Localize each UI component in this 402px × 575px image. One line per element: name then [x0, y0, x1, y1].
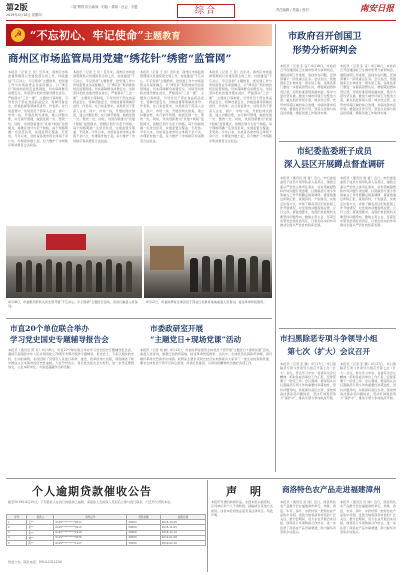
table-cell: 50000 [127, 525, 160, 530]
lead-body-col2: 本报讯（记者 王 佳）近年来，商州区市场监督管理局以党建统领全局工作，持续推进“不忘初心、牢记使命”主题教育，把党建工作与市场监管业务深度融合，以“绣花针”般的细致织密监管网络，切实保障群众消费安全。该局坚持把政治建设摆在首位，严格落实“三会一课”、主题党日等制度，引导党员干部在食品药品安全、特种设备安全、价格监督等领域亮身份、作表率。在日常监管中，该局党员干部深入企业、商户、市场一线，开展拉网式排查，建立问题台账，实行销号管理，做到发现一处、整改一处。同时，该局创新推出“党建+网格”监管模式，将辖区划分为若干网格，每个网格明确一名党员负责，实现监管全覆盖、无死角。今年以来，共检查各类市场主体两千余户次，办理案件数十起，有力维护了市场秩序和消费者合法权益。 [73, 70, 135, 143]
table-cell: 1 [7, 520, 27, 525]
column-header: 逾期日期 [160, 515, 205, 520]
agri-headline: 商洛特色农产品走进福建漳州 [282, 485, 381, 494]
table-cell: 6125**********0012 [54, 520, 127, 525]
table-cell: 6125**********0536 [54, 535, 127, 540]
table-cell: 20000 [127, 530, 160, 535]
photo-oath-ceremony [6, 226, 142, 298]
lead-headline: 商州区市场监管局用党建“绣花针”绣密“监管网” [8, 53, 232, 65]
agri-body-col2: 本报讯（通讯员 吴 刚）近日，商洛特色农产品推介会在福建漳州举行，核桃、香菇、木耳、茶叶、中药材等一批特色农产品集中亮相，受到当地客商和市民的广泛关注。推介会期间，双方企业开展洽谈对接，现场签订多项购销合作协议，进一步拓宽了商洛农产品外销渠道，助力脱贫攻坚和乡村振兴。 [340, 500, 396, 535]
study-headline: 市直20个单位联合举办 学习党史国史专题辅导报告会 [10, 324, 109, 344]
table-cell: 李** [27, 525, 54, 530]
loan-notice-intro: 截至2019年4月15日，下列借款人在我行的借款已逾期，请借款人及担保人见报后立即与我行联系，归还所欠贷款本息。 [8, 500, 174, 504]
table-cell: 4 [7, 535, 27, 540]
table-cell: 2019-01-08 [160, 535, 205, 540]
discipline-body-col2: 本报讯（通讯员 周 蕾）近日，市纪委监委班子成员分别带队深入各县区，围绕全面从严治党主体责任落实、扶贫领域腐败和作风问题专项治理、扫黑除恶专项斗争等重点工作开展蹲点督查调研。督查组通过听取汇报、查阅资料、个别谈话、实地走访等方式，详细了解各县区纪检监察工作开展情况，对发现的问题现场反馈、立行立改。督查组要求，各级纪检监察机关要坚持问题导向，聚焦主责主业，压紧压实管党治党政治责任，以更加务实的作风推动全面从严治党向纵深发展。 [340, 176, 396, 228]
loan-notice-footer: 特此公告。联系电话：0914-2311234 [8, 560, 62, 564]
table-cell: 30000 [127, 520, 160, 525]
table-cell: 5 [7, 540, 27, 545]
table-cell: 2018-12-12 [160, 530, 205, 535]
gov-headline: 市政府召开创国卫 形势分析研判会 [288, 31, 362, 56]
table-cell: 2019-02-16 [160, 540, 205, 545]
party-day-body: 本报讯（记者 刘 晓）4月12日，市委政研室组织全体党员干部开展“主题党日+现场党课”活动，重温入党誓词，参观红色教育基地，接受革命传统教育。活动中，全体党员认真聆听讲解，深切缅怀革命先烈的丰功伟绩。政研室主要负责同志结合实地参观为大家讲了一堂生动的现场党课，要求全体党员干部牢记初心使命，传承红色基因，以昂扬的精神状态做好各项工作。 [140, 348, 272, 365]
divider-jiwei [279, 328, 396, 329]
gov-body-col2: 本报讯（记者 张 莹）4月16日，市政府召开创建国家卫生城市形势分析研判会，通报前期工作进展，查找存在问题，安排部署下一阶段重点任务。会议指出，创建国家卫生城市是一项系统工程，各级各部门要进一步提高思想认识，增强紧迫感和责任感，对照标准逐项查漏补缺，集中力量攻坚克难。要加大城市环境卫生整治力度，重点抓好背街小巷、城乡结合部、农贸市场等区域的综合治理，持续改善市容市貌。要强化宣传引导，营造全民参与的良好氛围，确保创建工作取得实效。 [340, 64, 396, 116]
page-number: 第2版 [6, 3, 28, 12]
table-cell: 2018-10-20 [160, 520, 205, 525]
anti-crime-headline: 市扫黑除恶专项斗争领导小组 第七次（扩大）会议召开 [280, 334, 378, 356]
theme-banner [6, 24, 272, 46]
table-cell: 6125**********3415 [54, 525, 127, 530]
divider-notice-vertical [207, 480, 208, 572]
divider-gov [279, 141, 396, 142]
masthead-logo: 南安日报 [359, 4, 394, 14]
column-divider [275, 24, 276, 472]
banner-title [30, 27, 181, 43]
table-cell: 2018-11-05 [160, 525, 205, 530]
divider-above-notices [6, 478, 396, 479]
header-nav: 二版·网络·综合新闻 · 时政 · 要闻 · 社会 · 专题 [70, 5, 138, 9]
divider-under-photos [6, 318, 272, 319]
discipline-headline: 市纪委监委班子成员 深入县区开展蹲点督查调研 [284, 146, 385, 169]
lead-body-col3: 本报讯（记者 王 佳）近年来，商州区市场监督管理局以党建统领全局工作，持续推进“不忘初心、牢记使命”主题教育，把党建工作与市场监管业务深度融合，以“绣花针”般的细致织密监管网络，切实保障群众消费安全。该局坚持把政治建设摆在首位，严格落实“三会一课”、主题党日等制度，引导党员干部在食品药品安全、特种设备安全、价格监督等领域亮身份、作表率。在日常监管中，该局党员干部深入企业、商户、市场一线，开展拉网式排查，建立问题台账，实行销号管理，做到发现一处、整改一处。同时，该局创新推出“党建+网格”监管模式，将辖区划分为若干网格，每个网格明确一名党员负责，实现监管全覆盖、无死角。今年以来，共检查各类市场主体两千余户次，办理案件数十起，有力维护了市场秩序和消费者合法权益。 [140, 70, 204, 143]
editors-line: 责任编辑 / 美编 / 校对 [276, 8, 309, 12]
table-cell: 刘** [27, 535, 54, 540]
photo-red-base-visit [144, 226, 272, 298]
anti-crime-body-col2: 本报讯（记者 张 鹏）4月17日，市扫黑除恶专项斗争领导小组召开第七次（扩大）会议，传达学习中央、省委有关会议精神，听取各成员单位工作汇报，安排部署下一阶段工作。会议强调，要深刻认识扫黑除恶专项斗争的重要性和紧迫性，坚持问题导向，持续保持高压态势，深挖彻查涉黑涉恶问题线索，坚决打掉黑恶势力“保护伞”，推动专项斗争向纵深开展。 [340, 362, 396, 401]
lead-body-col4: 本报讯（记者 王 佳）近年来，商州区市场监督管理局以党建统领全局工作，持续推进“不忘初心、牢记使命”主题教育，把党建工作与市场监管业务深度融合，以“绣花针”般的细致织密监管网络，切实保障群众消费安全。该局坚持把政治建设摆在首位，严格落实“三会一课”、主题党日等制度，引导党员干部在食品药品安全、特种设备安全、价格监督等领域亮身份、作表率。在日常监管中，该局党员干部深入企业、商户、市场一线，开展拉网式排查，建立问题台账，实行销号管理，做到发现一处、整改一处。同时，该局创新推出“党建+网格”监管模式，将辖区划分为若干网格，每个网格明确一名党员负责，实现监管全覆盖、无死角。今年以来，共检查各类市场主体两千余户次，办理案件数十起，有力维护了市场秩序和消费者合法权益。 [209, 70, 272, 143]
study-body: 本报讯（通讯员 陈 亮）4月16日，市直20个单位联合举办学习党史国史专题辅导报告会，邀请专家围绕中华人民共和国成立70周年光辉历程作专题辅导。报告会上，专家以翔实的史料、生动的事例，系统回顾了党领导人民进行革命、建设、改革的伟大历程，深刻阐述了新中国成立以来取得的历史性成就。大家纷纷表示，将以此次报告会为契机，进一步坚定理想信念，立足本职岗位，为追赶超越作出新贡献。 [8, 348, 134, 370]
discipline-body-col1: 本报讯（通讯员 周 蕾）近日，市纪委监委班子成员分别带队深入各县区，围绕全面从严治党主体责任落实、扶贫领域腐败和作风问题专项治理、扫黑除恶专项斗争等重点工作开展蹲点督查调研。督查组通过听取汇报、查阅资料、个别谈话、实地走访等方式，详细了解各县区纪检监察工作开展情况，对发现的问题现场反馈、立行立改。督查组要求，各级纪检监察机关要坚持问题导向，聚焦主责主业，压紧压实管党治党政治责任，以更加务实的作风推动全面从严治党向纵深发展。 [280, 176, 336, 228]
banner-suffix: 主题教育 [143, 32, 181, 42]
statement-body: 本报所刊登的新闻作品，未经本报书面授权，任何单位和个人不得转载、摘编或以其他方式使用。违者本报将依法追究其法律责任。特此声明。 [211, 500, 273, 517]
photo2-caption: 4月12日，市委政研室全体党员干部在红色教育基地重温入党誓词，接受革命传统教育。 [146, 300, 267, 304]
party-emblem-icon: ☭ [11, 28, 25, 42]
table-cell: 35000 [127, 540, 160, 545]
table-row [7, 540, 206, 545]
column-header: 借款人 [27, 515, 54, 520]
header-rule [6, 20, 396, 21]
photo1-caption: 4月16日，市委组织部机关党支部开展“不忘初心、牢记使命”主题党日活动，党员们重温入党誓词。 [8, 300, 138, 309]
column-header: 贷款余额 [127, 515, 160, 520]
section-tag: 综合 [177, 4, 235, 18]
agri-body-col1: 本报讯（通讯员 吴 刚）近日，商洛特色农产品推介会在福建漳州举行，核桃、香菇、木耳、茶叶、中药材等一批特色农产品集中亮相，受到当地客商和市民的广泛关注。推介会期间，双方企业开展洽谈对接，现场签订多项购销合作协议，进一步拓宽了商洛农产品外销渠道，助力脱贫攻坚和乡村振兴。 [280, 500, 336, 535]
publish-date: 2019年4月18日 星期四 [6, 13, 42, 17]
table-cell: 40000 [127, 535, 160, 540]
table-cell: 6125**********1127 [54, 540, 127, 545]
lead-body-col1: 本报讯（记者 王 佳）近年来，商州区市场监督管理局以党建统领全局工作，持续推进“不忘初心、牢记使命”主题教育，把党建工作与市场监管业务深度融合，以“绣花针”般的细致织密监管网络，切实保障群众消费安全。该局坚持把政治建设摆在首位，严格落实“三会一课”、主题党日等制度，引导党员干部在食品药品安全、特种设备安全、价格监督等领域亮身份、作表率。在日常监管中，该局党员干部深入企业、商户、市场一线，开展拉网式排查，建立问题台账，实行销号管理，做到发现一处、整改一处。同时，该局创新推出“党建+网格”监管模式，将辖区划分为若干网格，每个网格明确一名党员负责，实现监管全覆盖、无死角。今年以来，共检查各类市场主体两千余户次，办理案件数十起，有力维护了市场秩序和消费者合法权益。 [8, 70, 68, 148]
table-cell: 王** [27, 520, 54, 525]
table-cell: 陈** [27, 540, 54, 545]
loan-table [6, 514, 206, 546]
table-cell: 2 [7, 525, 27, 530]
table-cell: 张** [27, 530, 54, 535]
banner-slogan: “不忘初心、牢记使命” [30, 29, 144, 42]
anti-crime-body-col1: 本报讯（记者 张 鹏）4月17日，市扫黑除恶专项斗争领导小组召开第七次（扩大）会议，传达学习中央、省委有关会议精神，听取各成员单位工作汇报，安排部署下一阶段工作。会议强调，要深刻认识扫黑除恶专项斗争的重要性和紧迫性，坚持问题导向，持续保持高压态势，深挖彻查涉黑涉恶问题线索，坚决打掉黑恶势力“保护伞”，推动专项斗争向纵深开展。 [280, 362, 336, 401]
loan-notice-title: 个人逾期贷款催收公告 [32, 485, 152, 498]
gov-body-col1: 本报讯（记者 张 莹）4月16日，市政府召开创建国家卫生城市形势分析研判会，通报前期工作进展，查找存在问题，安排部署下一阶段重点任务。会议指出，创建国家卫生城市是一项系统工程，各级各部门要进一步提高思想认识，增强紧迫感和责任感，对照标准逐项查漏补缺，集中力量攻坚克难。要加大城市环境卫生整治力度，重点抓好背街小巷、城乡结合部、农贸市场等区域的综合治理，持续改善市容市貌。要强化宣传引导，营造全民参与的良好氛围，确保创建工作取得实效。 [280, 64, 336, 116]
party-day-headline: 市委政研室开展 “主题党日+现场党课”活动 [150, 324, 242, 344]
column-header: 身份证号 [54, 515, 127, 520]
column-header: 序号 [7, 515, 27, 520]
table-cell: 6125**********2218 [54, 530, 127, 535]
statement-title: 声 明 [226, 485, 262, 498]
table-cell: 3 [7, 530, 27, 535]
